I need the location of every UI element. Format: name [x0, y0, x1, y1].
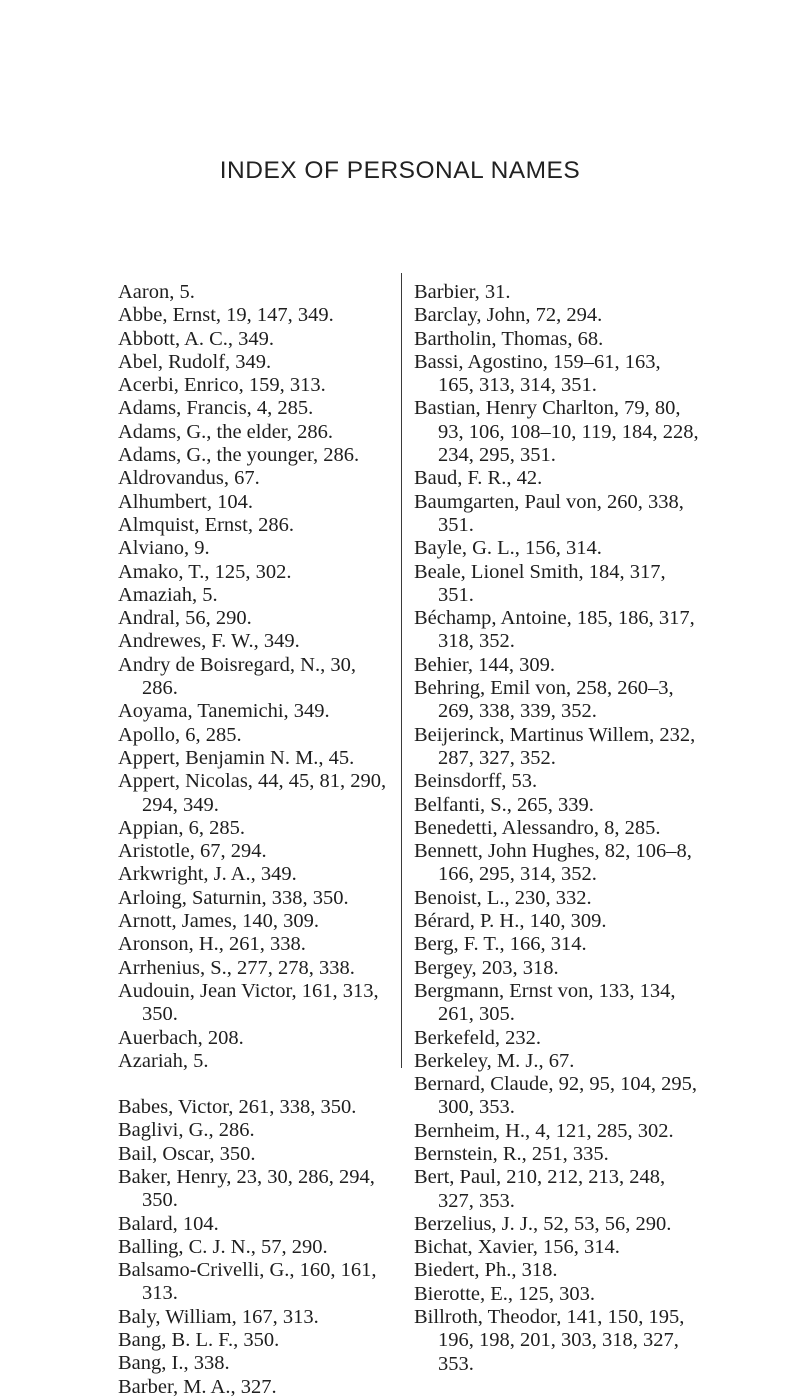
index-column-right [414, 281, 699, 1376]
index-entry: Abbe, Ernst, 19, 147, 349. [118, 304, 334, 327]
index-entry: Barclay, John, 72, 294. [414, 304, 603, 327]
index-entry: Barber, M. A., 327. [118, 1375, 277, 1398]
index-entry: Bernstein, R., 251, 335. [414, 1142, 609, 1165]
index-entry: Bang, I., 338. [118, 1352, 230, 1375]
index-entry: Adams, G., the younger, 286. [118, 444, 360, 467]
index-entry: Appert, Nicolas, 44, 45, 81, 290, 294, 349. [118, 770, 387, 816]
index-entry: Aaron, 5. [118, 281, 195, 303]
column-divider [401, 273, 402, 1068]
index-entry: Balsamo-Crivelli, G., 160, 161, 313. [118, 1259, 377, 1305]
index-entry: Azariah, 5. [118, 1049, 209, 1072]
index-column-left [118, 281, 393, 1399]
index-entry: Bérard, P. H., 140, 309. [414, 910, 607, 933]
index-entry: Alhumbert, 104. [118, 490, 253, 513]
index-entry: Auerbach, 208. [118, 1026, 244, 1049]
index-entry: Andry de Boisregard, N., 30, 286. [118, 653, 356, 700]
index-entry: Arkwright, J. A., 349. [118, 863, 297, 886]
index-entry: Bayle, G. L., 156, 314. [414, 537, 602, 560]
index-entry: Baglivi, G., 286. [118, 1119, 255, 1142]
index-entry: Bergmann, Ernst von, 133, 134, 261, 305. [414, 979, 676, 1026]
index-entry: Balling, C. J. N., 57, 290. [118, 1235, 328, 1258]
index-entry: Alviano, 9. [118, 537, 210, 560]
index-entry: Abel, Rudolf, 349. [118, 350, 272, 373]
index-entry: Aoyama, Tanemichi, 349. [118, 700, 330, 723]
page-title: INDEX OF PERSONAL NAMES [219, 157, 581, 184]
index-entry: Billroth, Theodor, 141, 150, 195, 196, 198, 201, 303, 318, 327, 353. [414, 1306, 685, 1375]
index-entry: Berkeley, M. J., 67. [414, 1049, 575, 1072]
index-entry: Arloing, Saturnin, 338, 350. [118, 886, 349, 909]
index-entry: Acerbi, Enrico, 159, 313. [118, 374, 326, 397]
index-entry: Audouin, Jean Victor, 161, 313, 350. [118, 979, 379, 1026]
index-entry: Benedetti, Alessandro, 8, 285. [414, 816, 661, 839]
index-entry: Abbott, A. C., 349. [118, 327, 275, 350]
index-entry: Béchamp, Antoine, 185, 186, 317, 318, 352. [414, 607, 695, 653]
index-entry: Babes, Victor, 261, 338, 350. [118, 1096, 357, 1119]
index-entry: Bail, Oscar, 350. [118, 1142, 256, 1165]
index-entry: Beijerinck, Martinus Willem, 232, 287, 327, 352. [414, 723, 696, 769]
index-entry: Bert, Paul, 210, 212, 213, 248, 327, 353. [414, 1166, 666, 1212]
index-entry: Barbier, 31. [414, 281, 511, 303]
index-entry: Amako, T., 125, 302. [118, 560, 292, 583]
index-entry: Biedert, Ph., 318. [414, 1259, 558, 1282]
index-entry: Aristotle, 67, 294. [118, 840, 267, 863]
index-entry: Bartholin, Thomas, 68. [414, 327, 604, 350]
index-entry: Berzelius, J. J., 52, 53, 56, 290. [414, 1212, 672, 1235]
index-entry: Andral, 56, 290. [118, 607, 252, 630]
index-entry: Behier, 144, 309. [414, 653, 555, 676]
index-entry: Baker, Henry, 23, 30, 286, 294, 350. [118, 1165, 375, 1212]
index-entry: Bierotte, E., 125, 303. [414, 1282, 596, 1305]
index-entry: Balard, 104. [118, 1212, 219, 1235]
index-entry: Beale, Lionel Smith, 184, 317, 351. [414, 560, 666, 606]
index-entry: Adams, Francis, 4, 285. [118, 397, 314, 420]
index-entry: Bernheim, H., 4, 121, 285, 302. [414, 1119, 674, 1142]
index-entry: Apollo, 6, 285. [118, 723, 242, 746]
index-entry: Appian, 6, 285. [118, 816, 245, 839]
index-entry: Behring, Emil von, 258, 260–3, 269, 338, 339, 352. [414, 677, 674, 723]
index-entry: Bergey, 203, 318. [414, 956, 559, 979]
index-entry: Beinsdorff, 53. [414, 770, 538, 793]
index-entry: Bang, B. L. F., 350. [118, 1329, 280, 1352]
index-entry: Baud, F. R., 42. [414, 467, 543, 490]
index-entry: Andrewes, F. W., 349. [118, 630, 300, 653]
group-separator [118, 1073, 393, 1096]
index-entry: Bastian, Henry Charlton, 79, 80, 93, 106, 108–10, 119, 184, 228, 234, 295, 351. [414, 397, 699, 467]
index-entry: Bernard, Claude, 92, 95, 104, 295, 300, 353. [414, 1073, 697, 1119]
index-entry: Almquist, Ernst, 286. [118, 513, 294, 536]
index-entry: Adams, G., the elder, 286. [118, 420, 333, 443]
index-entry: Benoist, L., 230, 332. [414, 886, 592, 909]
index-entry: Bassi, Agostino, 159–61, 163, 165, 313, 314, 351. [414, 350, 661, 397]
index-entry: Berkefeld, 232. [414, 1026, 541, 1049]
index-entry: Aronson, H., 261, 338. [118, 933, 306, 956]
index-entry: Bichat, Xavier, 156, 314. [414, 1236, 620, 1259]
index-entry: Berg, F. T., 166, 314. [414, 933, 587, 956]
index-entry: Baly, William, 167, 313. [118, 1305, 319, 1328]
index-group-b [118, 1096, 393, 1399]
index-entry: Arrhenius, S., 277, 278, 338. [118, 956, 355, 979]
index-entry: Amaziah, 5. [118, 583, 218, 606]
index-entry: Bennett, John Hughes, 82, 106–8, 166, 295, 314, 352. [414, 840, 692, 886]
index-entry: Arnott, James, 140, 309. [118, 910, 319, 933]
index-group-b-continued [414, 281, 699, 1376]
index-group-a [118, 281, 393, 1073]
index-entry: Appert, Benjamin N. M., 45. [118, 746, 355, 769]
index-entry: Belfanti, S., 265, 339. [414, 793, 594, 816]
index-entry: Aldrovandus, 67. [118, 467, 260, 490]
index-entry: Baumgarten, Paul von, 260, 338, 351. [414, 490, 684, 536]
